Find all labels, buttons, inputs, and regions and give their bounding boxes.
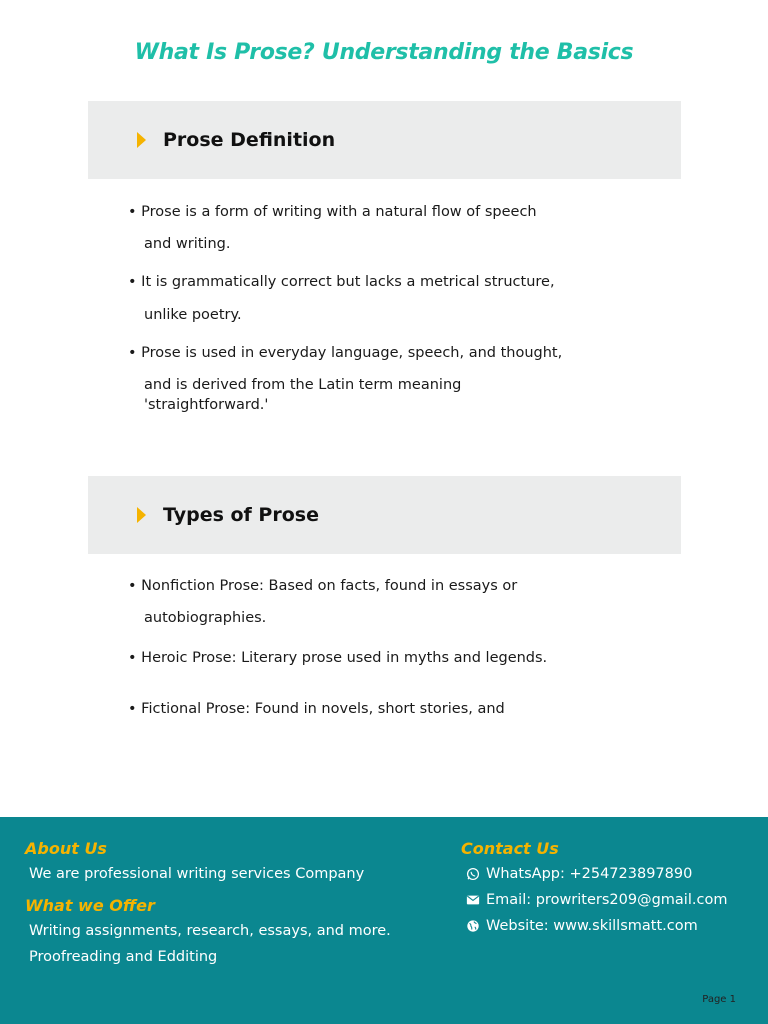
list-item [128,648,568,668]
offer-line: Writing assignments, research, essays, and more. [29,923,391,939]
bullet-text: unlike poetry. [144,307,242,323]
bullet-text: • Fictional Prose: Found in novels, short stories, and [128,701,505,717]
section-title: Types of Prose [163,504,319,526]
caret-right-icon [137,132,146,148]
footer [0,817,768,1024]
bullet-text: and is derived from the Latin term meaning [144,377,462,393]
list-item [128,699,568,719]
whatsapp-contact[interactable] [466,866,692,882]
bullet-text: • Nonfiction Prose: Based on facts, found in essays or [128,578,518,594]
email-text: Email: prowriters209@gmail.com [486,892,728,908]
about-text: We are professional writing services Company [29,866,365,882]
bullet-text: • It is grammatically correct but lacks a metrical structure, [128,274,555,290]
list-item [128,343,568,415]
list-item [128,576,568,628]
page-title: What Is Prose? Understanding the Basics [134,40,634,65]
globe-icon [466,919,480,933]
bullet-text: • Prose is used in everyday language, speech, and thought, [128,345,563,361]
website-text: Website: www.skillsmatt.com [486,918,698,934]
bullet-text: autobiographies. [144,610,267,626]
contact-heading: Contact Us [461,839,559,858]
offer-line: Proofreading and Edditing [29,949,218,965]
page-number: Page 1 [702,994,736,1005]
section-header-prose-definition [88,101,681,179]
section-header-types-of-prose [88,476,681,554]
bullet-text: 'straightforward.' [144,397,269,413]
bullet-text: and writing. [144,236,231,252]
whatsapp-icon [466,867,480,881]
envelope-icon [466,893,480,907]
offer-heading: What we Offer [25,896,155,915]
email-contact[interactable] [466,892,727,908]
whatsapp-text: WhatsApp: +254723897890 [486,866,693,882]
website-contact[interactable] [466,918,698,934]
caret-right-icon [137,507,146,523]
section-title: Prose Definition [163,129,336,151]
list-item [128,202,568,254]
bullet-text: • Heroic Prose: Literary prose used in myths and legends. [128,650,548,666]
list-item [128,272,568,325]
about-heading: About Us [25,839,107,858]
bullet-text: • Prose is a form of writing with a natural flow of speech [128,204,537,220]
